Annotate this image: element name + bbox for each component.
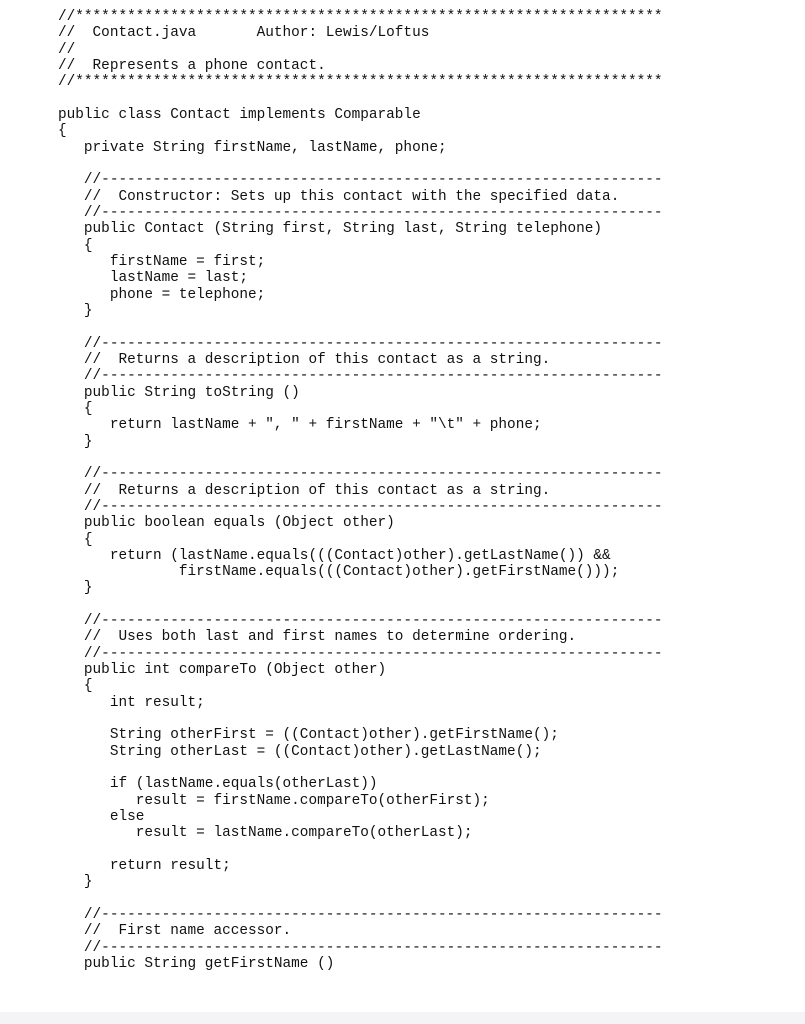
code-line: // First name accessor. bbox=[58, 923, 292, 940]
code-line: //******************************************************************** bbox=[58, 9, 663, 25]
code-line: //----------------------------------------------------------------- bbox=[58, 368, 663, 385]
code-line: } bbox=[58, 433, 93, 450]
code-line: return (lastName.equals(((Contact)other).getLastName()) && bbox=[58, 547, 611, 564]
code-line: public class Contact implements Comparable bbox=[58, 106, 421, 123]
code-line: // Returns a description of this contact as a string. bbox=[58, 482, 551, 499]
code-line: phone = telephone; bbox=[58, 286, 266, 303]
code-line bbox=[58, 711, 663, 727]
code-line: //----------------------------------------------------------------- bbox=[58, 907, 663, 924]
code-line: firstName = first; bbox=[58, 253, 266, 270]
code-line: { bbox=[58, 123, 67, 140]
code-line: public Contact (String first, String last, String telephone) bbox=[58, 221, 603, 238]
code-line: public boolean equals (Object other) bbox=[58, 515, 395, 532]
code-listing bbox=[58, 9, 663, 972]
code-line: return lastName + ", " + firstName + "\t" + phone; bbox=[58, 417, 542, 434]
code-line: public int compareTo (Object other) bbox=[58, 662, 387, 679]
code-line: { bbox=[58, 678, 93, 695]
code-line: String otherLast = ((Contact)other).getLastName(); bbox=[58, 743, 542, 760]
code-line: //----------------------------------------------------------------- bbox=[58, 645, 663, 662]
code-line: return result; bbox=[58, 858, 231, 875]
code-line: //----------------------------------------------------------------- bbox=[58, 172, 663, 189]
code-line: lastName = last; bbox=[58, 270, 248, 287]
code-line: } bbox=[58, 874, 93, 891]
code-line bbox=[58, 319, 663, 335]
code-line bbox=[58, 891, 663, 907]
code-line bbox=[58, 760, 663, 776]
code-line: //----------------------------------------------------------------- bbox=[58, 939, 663, 956]
code-line: //----------------------------------------------------------------- bbox=[58, 466, 663, 483]
code-line: else bbox=[58, 809, 145, 826]
code-line: //----------------------------------------------------------------- bbox=[58, 613, 663, 630]
code-line: //******************************************************************** bbox=[58, 74, 663, 91]
code-line: // Contact.java Author: Lewis/Loftus bbox=[58, 25, 430, 42]
code-line: //----------------------------------------------------------------- bbox=[58, 335, 663, 352]
code-line: //----------------------------------------------------------------- bbox=[58, 498, 663, 515]
code-line: result = lastName.compareTo(otherLast); bbox=[58, 825, 473, 842]
code-line: //----------------------------------------------------------------- bbox=[58, 204, 663, 221]
code-line: // Constructor: Sets up this contact with the specified data. bbox=[58, 188, 620, 205]
code-line bbox=[58, 156, 663, 172]
code-line: { bbox=[58, 237, 93, 254]
code-line: public String toString () bbox=[58, 384, 300, 401]
code-line: int result; bbox=[58, 694, 205, 711]
code-line: private String firstName, lastName, phone; bbox=[58, 139, 447, 156]
page-bottom-edge bbox=[0, 1012, 805, 1024]
code-line: // Represents a phone contact. bbox=[58, 57, 326, 74]
code-line bbox=[58, 450, 663, 466]
code-line: { bbox=[58, 531, 93, 548]
code-line bbox=[58, 91, 663, 107]
code-line: String otherFirst = ((Contact)other).getFirstName(); bbox=[58, 727, 559, 744]
code-line: } bbox=[58, 302, 93, 319]
code-line bbox=[58, 597, 663, 613]
code-line: // Returns a description of this contact as a string. bbox=[58, 351, 551, 368]
code-line: { bbox=[58, 400, 93, 417]
code-line: if (lastName.equals(otherLast)) bbox=[58, 776, 378, 793]
code-line bbox=[58, 842, 663, 858]
code-line: } bbox=[58, 580, 93, 597]
code-line: result = firstName.compareTo(otherFirst); bbox=[58, 792, 490, 809]
code-line: firstName.equals(((Contact)other).getFirstName())); bbox=[58, 564, 620, 581]
code-line: // bbox=[58, 41, 76, 58]
code-line: public String getFirstName () bbox=[58, 956, 335, 973]
code-line: // Uses both last and first names to determine ordering. bbox=[58, 629, 577, 646]
